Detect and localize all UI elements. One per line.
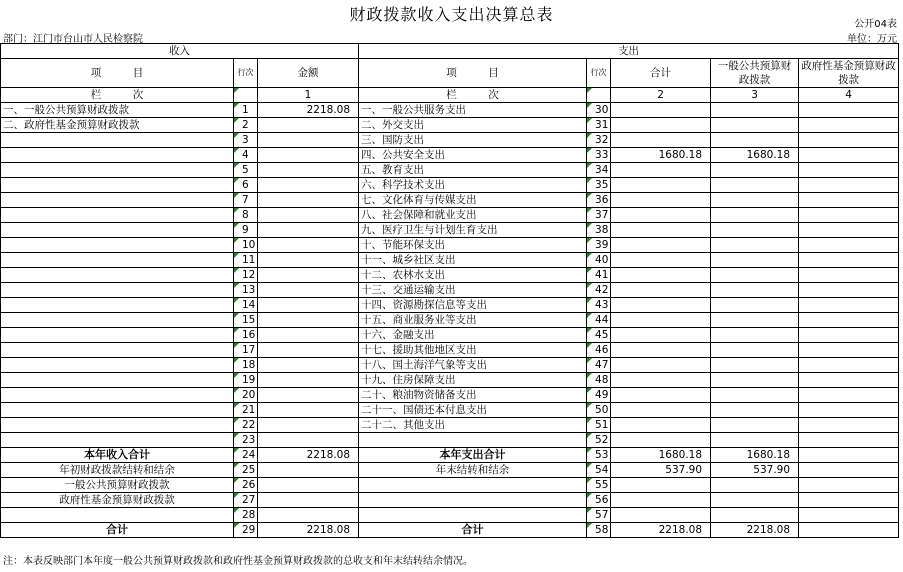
expense-total-cell [611,298,711,313]
expense-item-cell: 十三、交通运输支出 [359,283,587,298]
income-line-cell: 11 [234,253,258,268]
expense-item-header: 项 目 [359,59,587,88]
general-budget-cell [711,493,799,508]
table-row [1,358,899,373]
general-budget-cell [711,103,799,118]
expense-item-cell: 三、国防支出 [359,133,587,148]
expense-item-cell: 十七、援助其他地区支出 [359,343,587,358]
income-item-cell [1,223,234,238]
general-budget-cell [711,508,799,523]
expense-total-cell [611,178,711,193]
expense-item-cell: 一、一般公共服务支出 [359,103,587,118]
expense-item-cell: 二十、粮油物资储备支出 [359,388,587,403]
income-line-cell: 12 [234,268,258,283]
income-line-cell: 28 [234,508,258,523]
expense-item-cell: 十九、住房保障支出 [359,373,587,388]
table-row [1,418,899,433]
general-budget-cell [711,223,799,238]
table-row [1,508,899,523]
gov-fund-cell [799,223,899,238]
expense-total-cell [611,118,711,133]
income-line-cell: 6 [234,178,258,193]
expense-line-cell: 35 [587,178,611,193]
income-item-cell [1,298,234,313]
income-line-cell: 15 [234,313,258,328]
table-row [1,478,899,493]
table-row [1,388,899,403]
expense-item-cell: 合计 [359,523,587,538]
gov-fund-cell [799,133,899,148]
column-header-row [1,59,899,88]
expense-item-cell: 十六、金融支出 [359,328,587,343]
gov-fund-cell [799,343,899,358]
expense-line-cell: 56 [587,493,611,508]
general-budget-cell [711,208,799,223]
table-row [1,238,899,253]
expense-line-cell: 33 [587,148,611,163]
table-row [1,268,899,283]
income-amount-cell: 2218.08 [258,103,359,118]
income-amount-cell [258,118,359,133]
income-line-cell: 9 [234,223,258,238]
income-line-cell: 27 [234,493,258,508]
expense-total-cell [611,343,711,358]
gov-fund-cell [799,118,899,133]
income-amount-cell [258,133,359,148]
table-row [1,493,899,508]
expense-total-cell [611,433,711,448]
general-budget-cell [711,268,799,283]
expense-line-cell: 51 [587,418,611,433]
expense-item-cell: 六、科学技术支出 [359,178,587,193]
income-line-cell: 25 [234,463,258,478]
table-row [1,403,899,418]
income-item-cell [1,238,234,253]
general-budget-cell [711,403,799,418]
expense-line-cell: 50 [587,403,611,418]
gov-fund-cell [799,253,899,268]
gov-fund-cell [799,238,899,253]
gov-fund-cell [799,358,899,373]
expense-line-cell: 47 [587,358,611,373]
expense-total-cell [611,403,711,418]
general-budget-cell [711,133,799,148]
table-row [1,313,899,328]
income-item-cell [1,283,234,298]
expense-line-cell: 49 [587,388,611,403]
expense-total-cell [611,283,711,298]
income-amount-cell [258,478,359,493]
table-row [1,208,899,223]
income-column-label: 栏 次 [1,88,234,103]
income-line-cell: 16 [234,328,258,343]
expense-line-cell: 30 [587,103,611,118]
gov-fund-cell [799,478,899,493]
income-item-cell: 一、一般公共预算财政拨款 [1,103,234,118]
department-label: 部门：江门市台山市人民检察院 [3,34,143,45]
income-line-cell: 1 [234,103,258,118]
income-amount-cell [258,313,359,328]
expense-header: 支出 [359,44,899,59]
expense-total-cell [611,238,711,253]
expense-total-cell [611,313,711,328]
income-line-cell: 7 [234,193,258,208]
income-line-header: 行次 [234,59,258,88]
table-row [1,448,899,463]
general-budget-cell: 537.90 [711,463,799,478]
income-amount-cell [258,193,359,208]
expense-total-cell [611,508,711,523]
income-amount-cell [258,418,359,433]
table-row [1,103,899,118]
column-1: 1 [258,88,359,103]
expense-item-cell: 十八、国土海洋气象等支出 [359,358,587,373]
income-amount-cell [258,208,359,223]
general-budget-cell [711,358,799,373]
general-budget-cell [711,163,799,178]
income-line-cell: 3 [234,133,258,148]
income-line-cell: 13 [234,283,258,298]
gov-fund-cell [799,403,899,418]
expense-line-cell: 55 [587,478,611,493]
budget-table [0,43,899,538]
expense-line-cell: 38 [587,223,611,238]
table-row [1,433,899,448]
table-row [1,298,899,313]
gov-fund-cell [799,178,899,193]
expense-line-cell: 31 [587,118,611,133]
gov-fund-cell [799,448,899,463]
general-budget-cell [711,238,799,253]
expense-line-cell: 57 [587,508,611,523]
expense-line-cell: 34 [587,163,611,178]
gov-fund-cell [799,208,899,223]
income-amount-cell [258,238,359,253]
gov-fund-header: 政府性基金预算财政拨款 [799,59,899,88]
expense-total-cell: 1680.18 [611,448,711,463]
income-item-cell [1,418,234,433]
general-budget-cell [711,328,799,343]
expense-line-cell: 41 [587,268,611,283]
income-item-cell: 政府性基金预算财政拨款 [1,493,234,508]
table-row [1,463,899,478]
expense-total-cell [611,388,711,403]
income-column-line [234,88,258,103]
gov-fund-cell [799,313,899,328]
expense-line-cell: 43 [587,298,611,313]
income-item-cell [1,403,234,418]
expense-item-cell: 五、教育支出 [359,163,587,178]
general-budget-cell [711,478,799,493]
general-budget-cell [711,298,799,313]
income-amount-cell [258,298,359,313]
income-item-cell [1,193,234,208]
income-amount-header: 金额 [258,59,359,88]
income-amount-cell [258,358,359,373]
expense-column-label: 栏 次 [359,88,587,103]
income-item-cell [1,268,234,283]
expense-column-line [587,88,611,103]
table-row [1,253,899,268]
report-title: 财政拨款收入支出决算总表 [349,5,554,24]
income-line-cell: 23 [234,433,258,448]
gov-fund-cell [799,268,899,283]
income-line-cell: 22 [234,418,258,433]
expense-line-cell: 58 [587,523,611,538]
income-amount-cell [258,253,359,268]
income-item-cell [1,253,234,268]
table-row [1,148,899,163]
expense-line-cell: 48 [587,373,611,388]
expense-total-cell [611,193,711,208]
income-amount-cell [258,373,359,388]
income-item-cell: 本年收入合计 [1,448,234,463]
general-budget-cell [711,193,799,208]
income-line-cell: 14 [234,298,258,313]
gov-fund-cell [799,163,899,178]
income-amount-cell [258,223,359,238]
unit-label: 单位：万元 [847,34,897,45]
expense-item-cell: 本年支出合计 [359,448,587,463]
expense-item-cell: 十一、城乡社区支出 [359,253,587,268]
table-row [1,373,899,388]
expense-total-cell [611,103,711,118]
gov-fund-cell [799,103,899,118]
gov-fund-cell [799,388,899,403]
gov-fund-cell [799,283,899,298]
income-amount-cell [258,493,359,508]
income-amount-cell [258,178,359,193]
general-budget-cell: 1680.18 [711,448,799,463]
general-budget-cell [711,388,799,403]
expense-total-cell [611,253,711,268]
income-amount-cell [258,403,359,418]
expense-total-cell: 1680.18 [611,148,711,163]
expense-item-cell: 年末结转和结余 [359,463,587,478]
expense-line-cell: 52 [587,433,611,448]
income-line-cell: 2 [234,118,258,133]
table-row [1,223,899,238]
income-item-cell [1,178,234,193]
general-budget-cell [711,433,799,448]
gov-fund-cell [799,373,899,388]
expense-line-cell: 44 [587,313,611,328]
income-amount-cell [258,268,359,283]
income-line-cell: 29 [234,523,258,538]
general-budget-cell [711,283,799,298]
gov-fund-cell [799,328,899,343]
expense-total-cell: 537.90 [611,463,711,478]
expense-total-cell [611,493,711,508]
income-line-cell: 21 [234,403,258,418]
expense-item-cell [359,493,587,508]
gov-fund-cell [799,463,899,478]
income-amount-cell: 2218.08 [258,523,359,538]
income-item-cell [1,313,234,328]
table-row [1,343,899,358]
general-budget-cell: 2218.08 [711,523,799,538]
expense-item-cell: 十、节能环保支出 [359,238,587,253]
income-line-cell: 19 [234,373,258,388]
expense-total-header: 合计 [611,59,711,88]
gov-fund-cell [799,523,899,538]
general-budget-cell [711,418,799,433]
income-amount-cell [258,328,359,343]
expense-line-cell: 37 [587,208,611,223]
gov-fund-cell [799,433,899,448]
income-line-cell: 10 [234,238,258,253]
income-item-cell: 合计 [1,523,234,538]
income-item-cell [1,358,234,373]
income-amount-cell [258,163,359,178]
income-amount-cell [258,388,359,403]
column-3: 3 [711,88,799,103]
income-item-cell [1,148,234,163]
general-budget-cell: 1680.18 [711,148,799,163]
expense-item-cell [359,478,587,493]
income-line-cell: 18 [234,358,258,373]
income-amount-cell [258,148,359,163]
income-item-cell [1,163,234,178]
income-item-cell [1,508,234,523]
general-budget-cell [711,118,799,133]
expense-total-cell [611,373,711,388]
gov-fund-cell [799,508,899,523]
table-row [1,283,899,298]
income-item-cell [1,433,234,448]
expense-total-cell [611,163,711,178]
gov-fund-cell [799,148,899,163]
table-body [1,103,899,538]
income-item-cell: 一般公共预算财政拨款 [1,478,234,493]
income-item-cell [1,133,234,148]
expense-item-cell [359,508,587,523]
income-amount-cell [258,343,359,358]
income-line-cell: 8 [234,208,258,223]
expense-total-cell [611,268,711,283]
general-budget-cell [711,178,799,193]
expense-item-cell: 四、公共安全支出 [359,148,587,163]
expense-item-cell: 二十二、其他支出 [359,418,587,433]
expense-item-cell: 十二、农林水支出 [359,268,587,283]
form-code: 公开04表 [854,19,897,30]
table-row [1,523,899,538]
expense-item-cell: 七、文化体育与传媒支出 [359,193,587,208]
income-header: 收入 [1,44,359,59]
expense-line-cell: 40 [587,253,611,268]
table-row [1,193,899,208]
expense-line-cell: 54 [587,463,611,478]
income-item-cell [1,343,234,358]
expense-item-cell: 十五、商业服务业等支出 [359,313,587,328]
income-item-cell [1,328,234,343]
gov-fund-cell [799,418,899,433]
expense-total-cell [611,133,711,148]
table-row [1,163,899,178]
footnote: 注：本表反映部门本年度一般公共预算财政拨款和政府性基金预算财政拨款的总收支和年末结转结余情况。 [3,556,473,567]
gov-fund-cell [799,493,899,508]
expense-total-cell [611,208,711,223]
income-item-cell [1,208,234,223]
expense-line-cell: 32 [587,133,611,148]
expense-line-cell: 36 [587,193,611,208]
expense-item-cell: 九、医疗卫生与计划生育支出 [359,223,587,238]
expense-item-cell: 十四、资源勘探信息等支出 [359,298,587,313]
general-budget-cell [711,253,799,268]
income-item-cell [1,388,234,403]
income-amount-cell [258,463,359,478]
expense-item-cell: 二十一、国债还本付息支出 [359,403,587,418]
expense-total-cell [611,478,711,493]
expense-total-cell [611,418,711,433]
table-row [1,178,899,193]
income-amount-cell: 2218.08 [258,448,359,463]
expense-line-cell: 46 [587,343,611,358]
expense-line-cell: 53 [587,448,611,463]
income-item-cell [1,373,234,388]
general-budget-cell [711,373,799,388]
expense-line-cell: 45 [587,328,611,343]
income-item-cell: 年初财政拨款结转和结余 [1,463,234,478]
expense-item-cell: 二、外交支出 [359,118,587,133]
general-budget-cell [711,313,799,328]
income-line-cell: 26 [234,478,258,493]
expense-item-cell: 八、社会保障和就业支出 [359,208,587,223]
general-budget-header: 一般公共预算财政拨款 [711,59,799,88]
table-row [1,328,899,343]
expense-line-cell: 42 [587,283,611,298]
column-2: 2 [611,88,711,103]
income-amount-cell [258,508,359,523]
column-4: 4 [799,88,899,103]
expense-line-cell: 39 [587,238,611,253]
income-item-header: 项 目 [1,59,234,88]
expense-total-cell [611,358,711,373]
table-row [1,133,899,148]
income-line-cell: 5 [234,163,258,178]
gov-fund-cell [799,193,899,208]
expense-total-cell: 2218.08 [611,523,711,538]
expense-total-cell [611,223,711,238]
section-header-row [1,44,899,59]
income-item-cell: 二、政府性基金预算财政拨款 [1,118,234,133]
expense-total-cell [611,328,711,343]
expense-item-cell [359,433,587,448]
general-budget-cell [711,343,799,358]
income-line-cell: 4 [234,148,258,163]
table-row [1,118,899,133]
column-number-row [1,88,899,103]
gov-fund-cell [799,298,899,313]
income-amount-cell [258,283,359,298]
income-line-cell: 24 [234,448,258,463]
income-line-cell: 20 [234,388,258,403]
expense-line-header: 行次 [587,59,611,88]
income-amount-cell [258,433,359,448]
income-line-cell: 17 [234,343,258,358]
